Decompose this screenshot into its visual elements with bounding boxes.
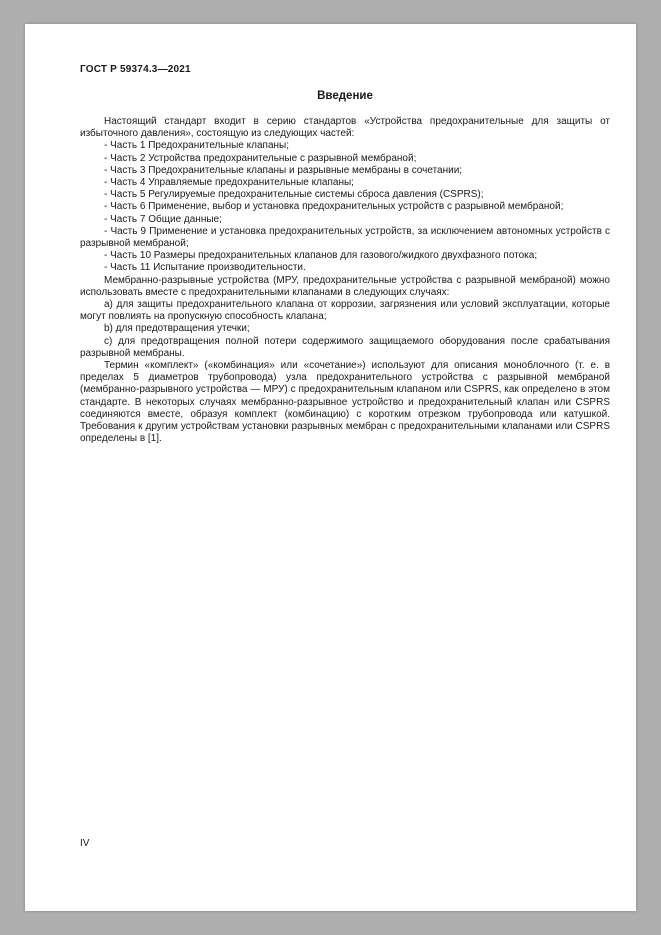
- list-item-part-11: - Часть 11 Испытание производительности.: [104, 262, 306, 274]
- list-item-a: а) для защиты предохранительного клапана от коррозии, загрязнения или условий эксплуатации, которые могут повлиять на пропускную способность клапана;: [80, 299, 610, 323]
- list-item-part-7: - Часть 7 Общие данные;: [104, 213, 222, 225]
- paragraph-mru: Мембранно-разрывные устройства (МРУ, предохранительные устройства с разрывной мембраной) можно использовать вместе с предохранительными клапанами в следующих случаях:: [80, 274, 610, 298]
- list-item-part-3: - Часть 3 Предохранительные клапаны и разрывные мембраны в сочетании;: [104, 164, 463, 176]
- page-number: IV: [80, 838, 90, 849]
- document-header: ГОСТ Р 59374.3—2021: [80, 64, 191, 75]
- document-page: [25, 24, 636, 911]
- list-item-part-2: - Часть 2 Устройства предохранительные с разрывной мембраной;: [104, 152, 417, 164]
- list-item-c: с) для предотвращения полной потери содержимого защищаемого оборудования после срабатывания разрывной мембраны.: [80, 335, 610, 359]
- list-item-part-10: - Часть 10 Размеры предохранительных клапанов для газового/жидкого двухфазного потока;: [104, 250, 538, 262]
- paragraph-term: Термин «комплект» («комбинация» или «сочетание») используют для описания моноблочного (т. е. в пределах 5 диаметров трубопровода) узла предохранительного устройства с разрывной мембраной (мембранно-разрывного устройства — МРУ) с предохранительным клапаном или CSPRS, как определено в этом стандарте. В некоторых случаях мембранно-разрывное устройство и предохранительный клапан или CSPRS соединяются вместе, образуя комплект (комбинацию) с коротким отрезком трубопровода или катушкой. Требования к другим устройствам установки разрывных мембран с предохранительными клапанами или CSPRS определены в [1].: [80, 360, 610, 445]
- list-item-part-5: - Часть 5 Регулируемые предохранительные системы сброса давления (CSPRS);: [104, 189, 484, 201]
- list-item-b: b) для предотвращения утечки;: [104, 323, 250, 335]
- list-item-part-4: - Часть 4 Управляемые предохранительные клапаны;: [104, 177, 354, 189]
- list-item-part-9: - Часть 9 Применение и установка предохранительных устройств, за исключением автономных устройств с разрывной мембраной;: [80, 225, 610, 250]
- page-title: Введение: [317, 90, 373, 102]
- list-item-part-1: - Часть 1 Предохранительные клапаны;: [104, 140, 289, 152]
- list-item-part-6: - Часть 6 Применение, выбор и установка предохранительных устройств с разрывной мембраной;: [104, 201, 564, 213]
- paragraph-intro: Настоящий стандарт входит в серию стандартов «Устройства предохранительные для защиты от избыточного давления», состоящую из следующих частей:: [80, 116, 610, 140]
- document-body: [80, 116, 610, 445]
